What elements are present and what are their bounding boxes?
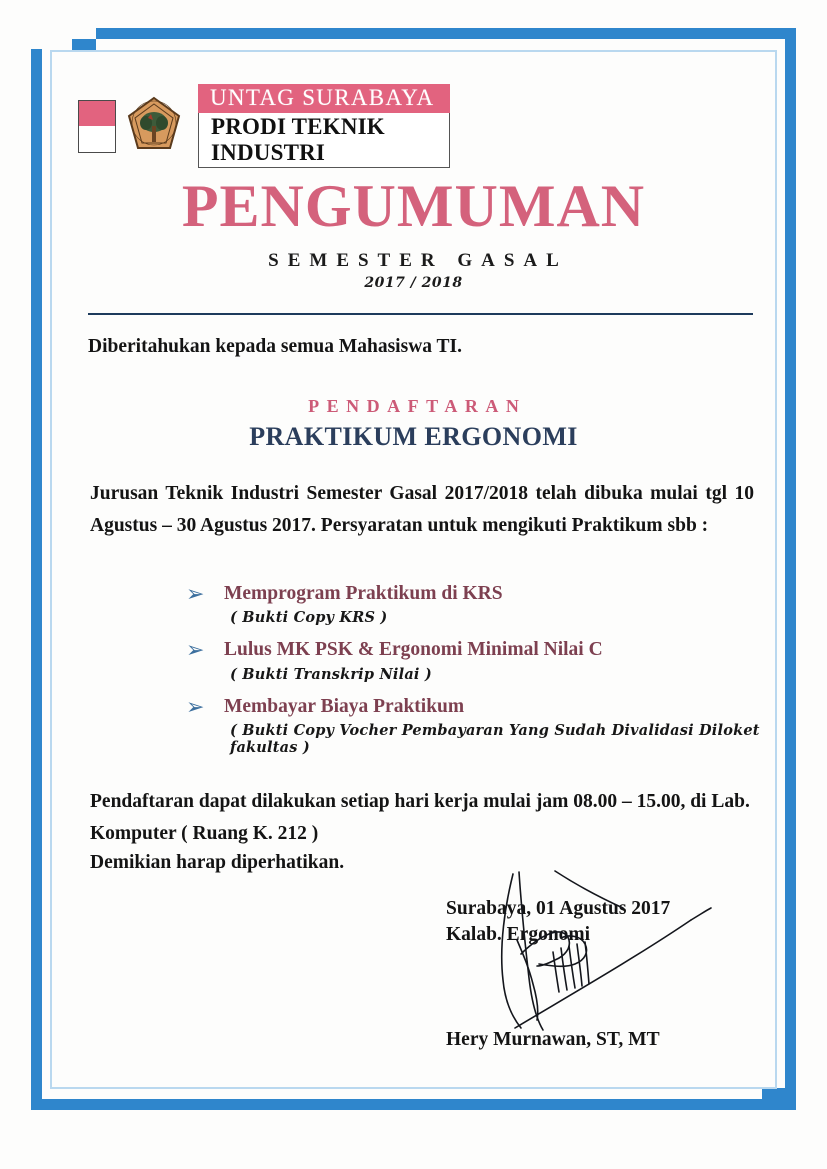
frame-corner-step-top-left: [72, 39, 96, 50]
department-name: PRODI TEKNIK INDUSTRI: [198, 113, 450, 169]
handwritten-signature: [455, 868, 745, 1043]
letterhead-banner: [198, 84, 450, 168]
requirement-text: Memprogram Praktikum di KRS: [224, 583, 503, 604]
requirement-note: ( Bukti Copy Vocher Pembayaran Yang Sudah Divalidasi Diloket fakultas ): [230, 721, 760, 756]
closing-note: Demikian harap diperhatikan.: [90, 852, 345, 873]
frame-border-bottom: [31, 1099, 796, 1110]
intro-paragraph: Jurusan Teknik Industri Semester Gasal 2017/2018 telah dibuka mulai tgl 10 Agustus – 30 Agustus 2017. Persyaratan untuk mengikuti Praktikum sbb :: [90, 483, 754, 536]
page-title: PENGUMUMAN: [181, 173, 646, 239]
arrow-bullet-icon: ➢: [186, 638, 205, 664]
signature-place-date: Surabaya, 01 Agustus 2017: [446, 898, 671, 919]
flag-stripe-white: [79, 126, 115, 152]
frame-corner-step-bottom-right: [762, 1088, 785, 1099]
closing-paragraph: Pendaftaran dapat dilakukan setiap hari kerja mulai jam 08.00 – 15.00, di Lab. Komputer ( Ruang K. 212 ): [90, 791, 750, 844]
untag-university-seal-icon: [126, 96, 182, 156]
university-name: UNTAG SURABAYA: [198, 84, 450, 113]
title-divider: [88, 313, 753, 315]
subject-kicker: PENDAFTARAN: [308, 396, 527, 416]
flag-stripe-red: [79, 101, 115, 127]
frame-hairline-top: [50, 50, 777, 52]
semester-subtitle: SEMESTER GASAL: [268, 250, 568, 271]
requirement-text: Membayar Biaya Praktikum: [224, 695, 465, 717]
list-item: [186, 695, 766, 756]
list-item: [186, 638, 766, 682]
arrow-bullet-icon: ➢: [186, 582, 205, 607]
addressed-to-line: Diberitahukan kepada semua Mahasiswa TI.: [88, 336, 463, 357]
frame-border-top: [96, 28, 796, 39]
signature-role: Kalab. Ergonomi: [446, 924, 591, 946]
arrow-bullet-icon: ➢: [186, 694, 205, 720]
requirement-text: Lulus MK PSK & Ergonomi Minimal Nilai C: [224, 639, 603, 661]
frame-hairline-bottom: [50, 1087, 777, 1089]
indonesia-flag-icon: [78, 100, 116, 153]
list-item: [186, 582, 766, 626]
requirements-list: [186, 582, 766, 768]
academic-year: 2017 / 2018: [364, 275, 463, 291]
signature-name: Hery Murnawan, ST, MT: [446, 1029, 660, 1050]
requirement-note: ( Bukti Copy KRS ): [230, 609, 388, 627]
signature-block: [446, 896, 746, 949]
letterhead: [78, 84, 450, 168]
requirement-note: ( Bukti Transkrip Nilai ): [230, 665, 432, 683]
subject-heading: PRAKTIKUM ERGONOMI: [249, 422, 578, 451]
